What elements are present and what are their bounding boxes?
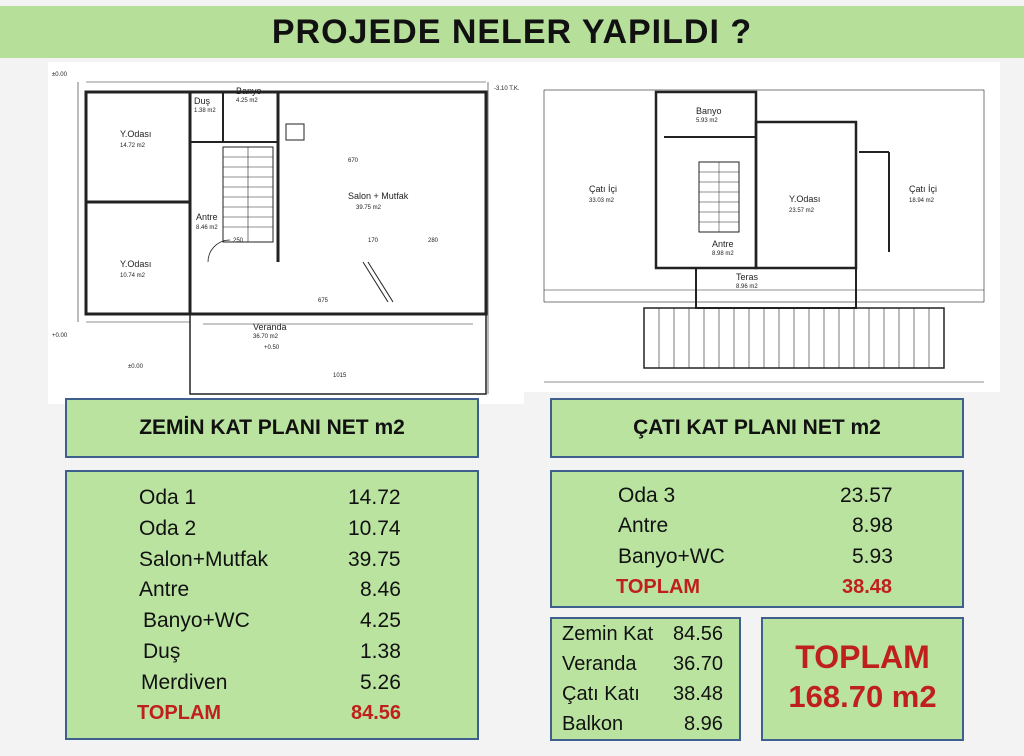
plan-dim-2: 675 xyxy=(318,298,329,304)
plan-dim-4: 250 xyxy=(233,238,244,244)
roof-room-banyo: Banyo xyxy=(696,106,722,116)
plan-area-banyo: 4.25 m2 xyxy=(236,98,258,104)
ground-row-label: Salon+Mutfak xyxy=(139,548,268,571)
plan-area-oda2: 10.74 m2 xyxy=(120,273,146,279)
roof-area-cati1: 33.03 m2 xyxy=(589,198,615,204)
ground-row-label: Oda 2 xyxy=(139,517,197,540)
plan-room-veranda: Veranda xyxy=(253,322,287,332)
plan-room-oda1: Y.Odası xyxy=(120,129,152,139)
plan-room-oda2: Y.Odası xyxy=(120,259,152,269)
summary-row-label: Veranda xyxy=(562,653,637,675)
ground-row-label: Oda 1 xyxy=(139,486,197,509)
plan-level-1: ±0.00 xyxy=(52,72,67,78)
plan-dim-6: 280 xyxy=(428,238,439,244)
plan-area-dus: 1.38 m2 xyxy=(194,108,216,114)
plan-area-oda1: 14.72 m2 xyxy=(120,143,146,149)
ground-row-label: Duş xyxy=(143,640,181,663)
ground-row-value: 5.26 xyxy=(360,671,401,694)
roof-room-antre: Antre xyxy=(712,239,734,249)
ground-floor-plan xyxy=(48,62,524,404)
plan-level-4: +0.50 xyxy=(264,345,280,351)
ground-row-value: 4.25 xyxy=(360,609,401,632)
ground-floor-header xyxy=(65,398,479,458)
plan-level-2: +0.00 xyxy=(52,333,68,339)
ground-row-value: 14.72 xyxy=(348,486,401,509)
plan-area-salon: 39.75 m2 xyxy=(356,205,382,211)
ground-floor-table xyxy=(65,470,479,740)
plan-room-salon: Salon + Mutfak xyxy=(348,191,409,201)
roof-floor-table xyxy=(550,470,964,608)
plan-level-5: ±0.00 xyxy=(128,364,143,370)
grand-total-label: TOPLAM xyxy=(795,639,930,675)
roof-floor-header xyxy=(550,398,964,458)
roof-area-banyo: 5.93 m2 xyxy=(696,118,718,124)
summary-row-label: Çatı Katı xyxy=(562,683,640,705)
grand-total-box xyxy=(761,617,964,741)
roof-area-teras: 8.96 m2 xyxy=(736,284,758,290)
roof-total-label: TOPLAM xyxy=(616,576,701,598)
roof-row-value: 5.93 xyxy=(852,545,893,568)
roof-row-value: 8.98 xyxy=(852,514,893,537)
plan-dim-1: 670 xyxy=(348,158,359,164)
ground-row-label: Merdiven xyxy=(141,671,228,694)
ground-floor-header-label: ZEMİN KAT PLANI NET m2 xyxy=(139,416,405,439)
roof-floor-header-label: ÇATI KAT PLANI NET m2 xyxy=(633,416,881,439)
plan-dim-3: 1015 xyxy=(333,373,347,379)
summary-row-label: Balkon xyxy=(562,713,624,735)
page-title: PROJEDE NELER YAPILDI ? xyxy=(271,13,753,51)
roof-row-label: Antre xyxy=(618,514,669,537)
plan-area-veranda: 36.70 m2 xyxy=(253,334,279,340)
ground-row-value: 8.46 xyxy=(360,578,401,601)
plan-room-dus: Duş xyxy=(194,96,211,106)
summary-row-label: Zemin Kat xyxy=(562,623,654,645)
ground-floor-plan-drawing xyxy=(48,62,524,404)
roof-row-label: Oda 3 xyxy=(618,484,676,507)
title-bar xyxy=(0,6,1024,58)
roof-area-yodasi: 23.57 m2 xyxy=(789,208,815,214)
ground-row-value: 1.38 xyxy=(360,640,401,663)
roof-area-antre: 8.98 m2 xyxy=(712,251,734,257)
roof-room-cati1: Çatı İçi xyxy=(589,184,618,194)
roof-floor-plan-drawing xyxy=(524,62,1000,392)
roof-total-value: 38.48 xyxy=(842,576,893,598)
roof-row-value: 23.57 xyxy=(840,484,893,507)
summary-row-value: 38.48 xyxy=(673,683,724,705)
plan-dim-5: 170 xyxy=(368,238,379,244)
roof-area-cati2: 18.94 m2 xyxy=(909,198,935,204)
ground-row-value: 10.74 xyxy=(348,517,401,540)
ground-row-value: 39.75 xyxy=(348,548,401,571)
summary-row-value: 36.70 xyxy=(673,653,724,675)
roof-room-cati2: Çatı İçi xyxy=(909,184,938,194)
grand-total-value: 168.70 m2 xyxy=(788,679,937,714)
summary-table xyxy=(550,617,741,741)
roof-room-teras: Teras xyxy=(736,272,759,282)
roof-row-label: Banyo+WC xyxy=(618,545,725,568)
roof-room-yodasi: Y.Odası xyxy=(789,194,821,204)
ground-row-label: Banyo+WC xyxy=(143,609,250,632)
summary-row-value: 8.96 xyxy=(684,713,723,735)
plan-area-antre: 8.46 m2 xyxy=(196,225,218,231)
ground-total-label: TOPLAM xyxy=(137,702,222,724)
plan-room-antre: Antre xyxy=(196,212,218,222)
plan-room-banyo: Banyo xyxy=(236,86,262,96)
ground-row-label: Antre xyxy=(139,578,190,601)
roof-floor-plan xyxy=(524,62,1000,392)
plan-level-3: -3.10 T.K. xyxy=(494,86,520,92)
summary-row-value: 84.56 xyxy=(673,623,724,645)
ground-total-value: 84.56 xyxy=(351,702,402,724)
